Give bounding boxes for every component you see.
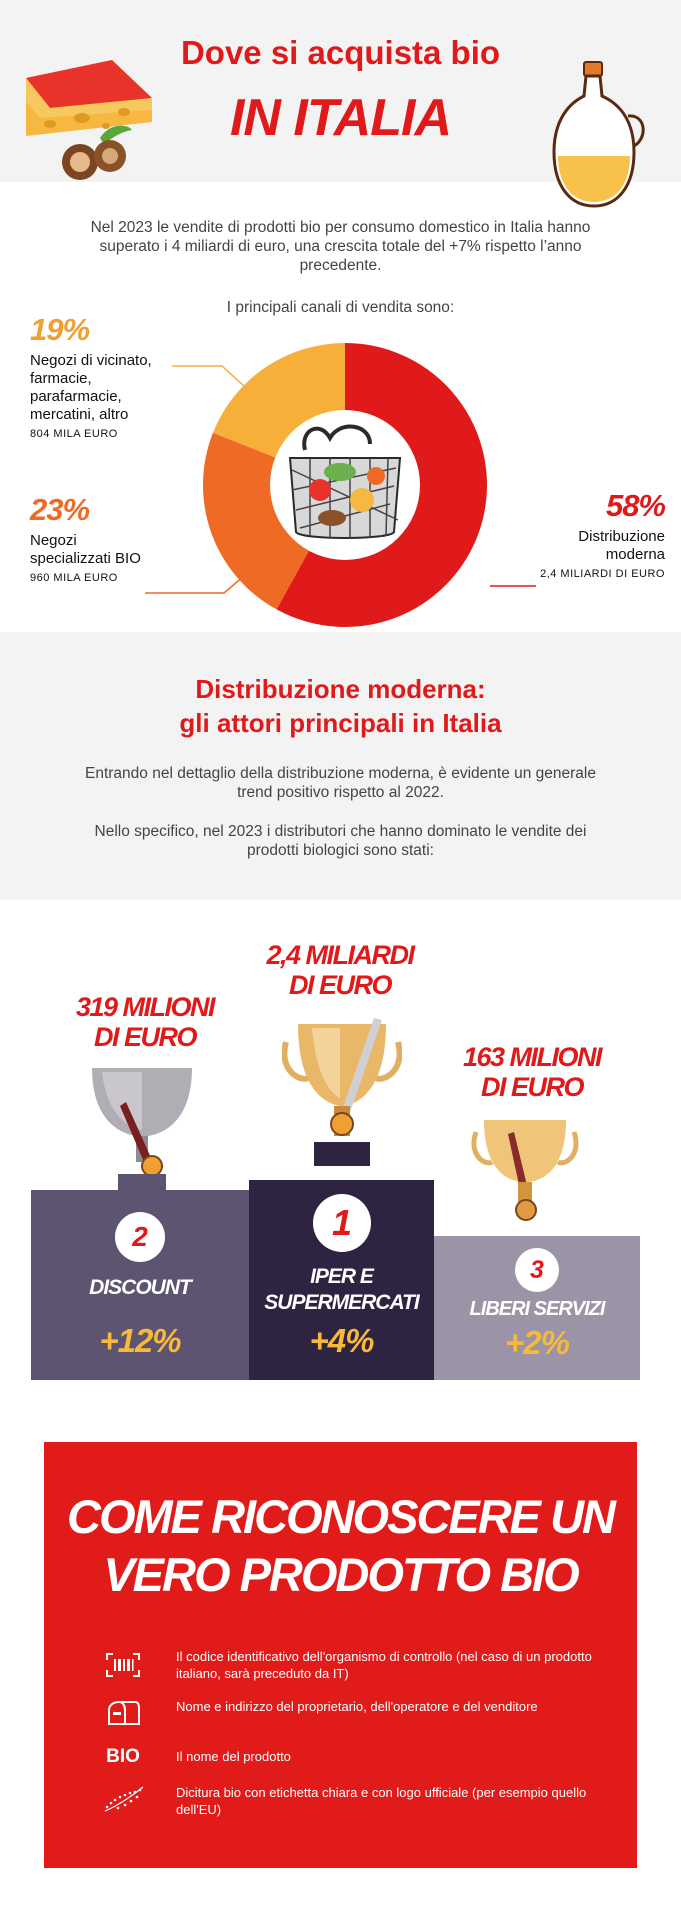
intro-paragraph: Nel 2023 le vendite di prodotti bio per consumo domestico in Italia hanno superato i 4 miliardi di euro, una crescita totale del +7% rispetto l’anno precedente.	[90, 219, 591, 274]
amount-line: DI EURO	[93, 1022, 196, 1052]
channel-name-line: parafarmacie,	[30, 388, 122, 405]
barcode-icon	[96, 1650, 150, 1680]
channel-name-line: mercatini, altro	[30, 406, 129, 423]
channel-pct: 19%	[30, 312, 90, 347]
channel-name-line: moderna	[605, 546, 665, 563]
podium-growth: +12%	[99, 1322, 181, 1359]
channels-heading: I principali canali di vendita sono:	[226, 299, 455, 316]
podium-name: DISCOUNT	[89, 1276, 191, 1299]
amount-line: DI EURO	[480, 1072, 583, 1102]
podium-name-line: IPER E	[310, 1265, 373, 1288]
channel-name-line: Negozi di vicinato,	[30, 352, 152, 369]
channel-name-line: Distribuzione	[578, 528, 665, 545]
bio-guide-item-text: Dicitura bio con etichetta chiara e con logo ufficiale (per esempio quello dell'EU)	[176, 1785, 587, 1817]
page-title-line1: Dove si acquista bio	[180, 34, 501, 71]
podium-second-amount	[45, 992, 245, 1052]
section2-paragraph1: Entrando nel dettaglio della distribuzione moderna, è evidente un generale trend positivo rispetto al 2022.	[85, 765, 596, 801]
podium-growth: +4%	[309, 1322, 374, 1359]
channel-name-line: Negozi	[30, 532, 77, 549]
channel-name-line: specializzati BIO	[30, 550, 141, 567]
podium-growth: +2%	[505, 1324, 569, 1361]
bio-guide-item-text: Il codice identificativo dell'organismo di controllo (nel caso di un prodotto italiano, sarà preceduto da IT)	[176, 1649, 592, 1681]
section2-title-line2: gli attori principali in Italia	[179, 708, 502, 738]
podium-block-second	[31, 1190, 249, 1380]
bio-guide-item-text: Nome e indirizzo del proprietario, dell'operatore e del venditore	[176, 1699, 538, 1714]
podium-block-third	[434, 1236, 640, 1380]
podium-first-amount	[240, 940, 440, 1000]
channel-label-specialized	[30, 492, 200, 584]
rank-badge: 2	[115, 1212, 165, 1262]
bio-guide-title-line2: VERO PRODOTTO BIO	[103, 1548, 578, 1601]
section2-title	[0, 672, 681, 740]
gold-trophy-icon	[282, 1012, 402, 1172]
podium-block-first	[249, 1180, 434, 1380]
mailbox-icon	[96, 1698, 150, 1728]
page-title-line2: IN ITALIA	[229, 89, 452, 147]
bio-guide-title	[44, 1488, 637, 1604]
channel-amount: 2,4 MILIARDI DI EURO	[540, 568, 665, 580]
podium-name: LIBERI SERVIZI	[469, 1298, 605, 1320]
amount-line: 319 MILIONI	[75, 992, 215, 1022]
bio-guide-title-line1: COME RICONOSCERE UN	[67, 1490, 614, 1543]
section2-title-line1: Distribuzione moderna:	[195, 674, 486, 704]
podium-name-line: SUPERMERCATI	[264, 1291, 419, 1314]
amount-line: DI EURO	[288, 970, 391, 1000]
rank-badge: 1	[313, 1194, 371, 1252]
silver-trophy-icon	[82, 1062, 202, 1192]
podium-third-amount	[432, 1042, 632, 1102]
eu-organic-leaf-icon	[96, 1784, 150, 1814]
bio-guide-item-text: Il nome del prodotto	[176, 1749, 291, 1764]
section2-paragraph2: Nello specifico, nel 2023 i distributori che hanno dominato le vendite dei prodotti biologici sono stati:	[94, 823, 587, 859]
channel-label-modern	[480, 488, 665, 580]
channel-label-neighborhood	[30, 312, 200, 440]
channel-pct: 23%	[30, 492, 90, 527]
podium-name	[249, 1264, 434, 1316]
bio-text-icon: BIO	[106, 1746, 140, 1767]
rank-badge: 3	[515, 1248, 559, 1292]
channel-amount: 804 MILA EURO	[30, 428, 118, 440]
amount-line: 163 MILIONI	[462, 1042, 602, 1072]
channel-name-line: farmacie,	[30, 370, 92, 387]
amount-line: 2,4 MILIARDI	[266, 940, 414, 970]
channel-amount: 960 MILA EURO	[30, 572, 118, 584]
channel-pct: 58%	[605, 488, 665, 523]
bronze-trophy-icon	[470, 1112, 580, 1242]
